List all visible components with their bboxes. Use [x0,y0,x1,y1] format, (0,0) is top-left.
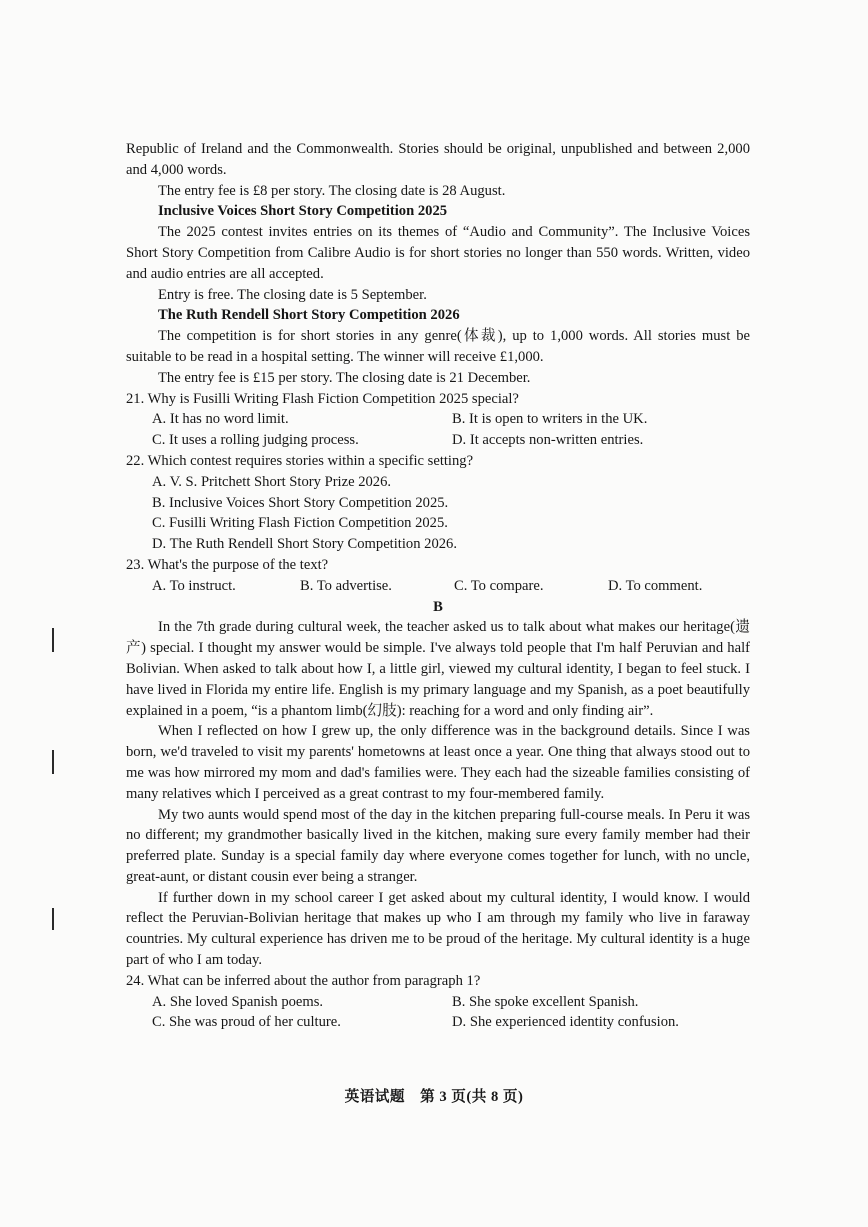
option-a: A. To instruct. [152,577,236,594]
competition-heading: The Ruth Rendell Short Story Competition 2026 [158,307,460,324]
option-c: C. It uses a rolling judging process. [152,432,359,449]
question-stem: 23. What's the purpose of the text? [126,556,329,573]
option-c: C. She was proud of her culture. [152,1014,341,1031]
option-a: A. She loved Spanish poems. [152,993,324,1010]
option-b: B. To advertise. [300,577,392,594]
option-c: C. Fusilli Writing Flash Fiction Competition 2025. [152,515,448,532]
option-b: B. It is open to writers in the UK. [452,411,648,428]
option-d: D. It accepts non-written entries. [452,432,644,449]
scan-margin-mark [52,628,54,652]
question-stem: 24. What can be inferred about the author from paragraph 1? [126,972,481,989]
passage-paragraph: The entry fee is £8 per story. The closing date is 28 August. [158,182,506,199]
option-d: D. The Ruth Rendell Short Story Competition 2026. [152,536,457,553]
competition-heading: Inclusive Voices Short Story Competition 2025 [158,203,448,220]
passage-paragraph: When I reflected on how I grew up, the only difference was in the background details. Since I was born, we'd traveled to visit my parents' hometowns at least once a year. One thing that always stood out to me was how mirrored my mom and dad's families were. They each had the sizeable families consisting of many relatives which I perceived as a great contrast to my four-membered family. [126,723,750,802]
option-d: D. She experienced identity confusion. [452,1014,679,1031]
question-options [126,576,750,597]
passage-paragraph: Entry is free. The closing date is 5 September. [158,286,427,303]
option-d: D. To comment. [608,577,703,594]
question-options [126,992,750,1034]
question-options [126,409,750,451]
section-label: B [433,598,443,615]
question-options [126,472,750,555]
page-footer: 英语试题 第 3 页(共 8 页) [344,1089,524,1105]
passage-paragraph: Republic of Ireland and the Commonwealth. Stories should be original, unpublished and between 2,000 and 4,000 words. [126,141,750,178]
option-a: A. V. S. Pritchett Short Story Prize 2026. [152,473,392,490]
passage-paragraph: The entry fee is £15 per story. The closing date is 21 December. [158,369,531,386]
option-b: B. Inclusive Voices Short Story Competition 2025. [152,494,449,511]
scan-margin-mark [52,908,54,930]
question-stem: 21. Why is Fusilli Writing Flash Fiction Competition 2025 special? [126,390,519,407]
option-c: C. To compare. [454,577,544,594]
scan-margin-mark [52,750,54,774]
passage-paragraph: If further down in my school career I get asked about my cultural identity, I would know. I would reflect the Peruvian-Bolivian heritage that makes up who I am through my family who live in faraway countries. My cultural experience has driven me to be proud of the heritage. My cultural identity is a huge part of who I am today. [126,889,750,969]
passage-paragraph: My two aunts would spend most of the day in the kitchen preparing full-course meals. In Peru it was no different; my grandmother basically lived in the kitchen, making sure every family member had their preferred plate. Sunday is a special family day where everyone comes together for lunch, with no uncle, great-aunt, or distant cousin ever being a stranger. [126,806,750,885]
option-b: B. She spoke excellent Spanish. [452,993,639,1010]
passage-paragraph: In the 7th grade during cultural week, the teacher asked us to talk about what makes our heritage(遗产) special. I thought my answer would be simple. I've always told people that I'm half Peruvian and half Bolivian. When asked to talk about how I, a little girl, viewed my cultural identity, I began to feel stuck. I have lived in Florida my entire life. English is my primary language and my Spanish, as a poet beautifully explained in a poem, “is a phantom limb(幻肢): reaching for a word and only finding air”. [126,619,750,719]
page-content [126,139,750,1033]
option-a: A. It has no word limit. [152,411,289,428]
passage-paragraph: The 2025 contest invites entries on its themes of “Audio and Community”. The Inclusive Voices Short Story Competition from Calibre Audio is for short stories no longer than 550 words. Written, video and audio entries are all accepted. [126,224,750,282]
passage-paragraph: The competition is for short stories in any genre(体裁), up to 1,000 words. All stories must be suitable to be read in a hospital setting. The winner will receive £1,000. [126,328,750,365]
question-stem: 22. Which contest requires stories within a specific setting? [126,452,474,469]
